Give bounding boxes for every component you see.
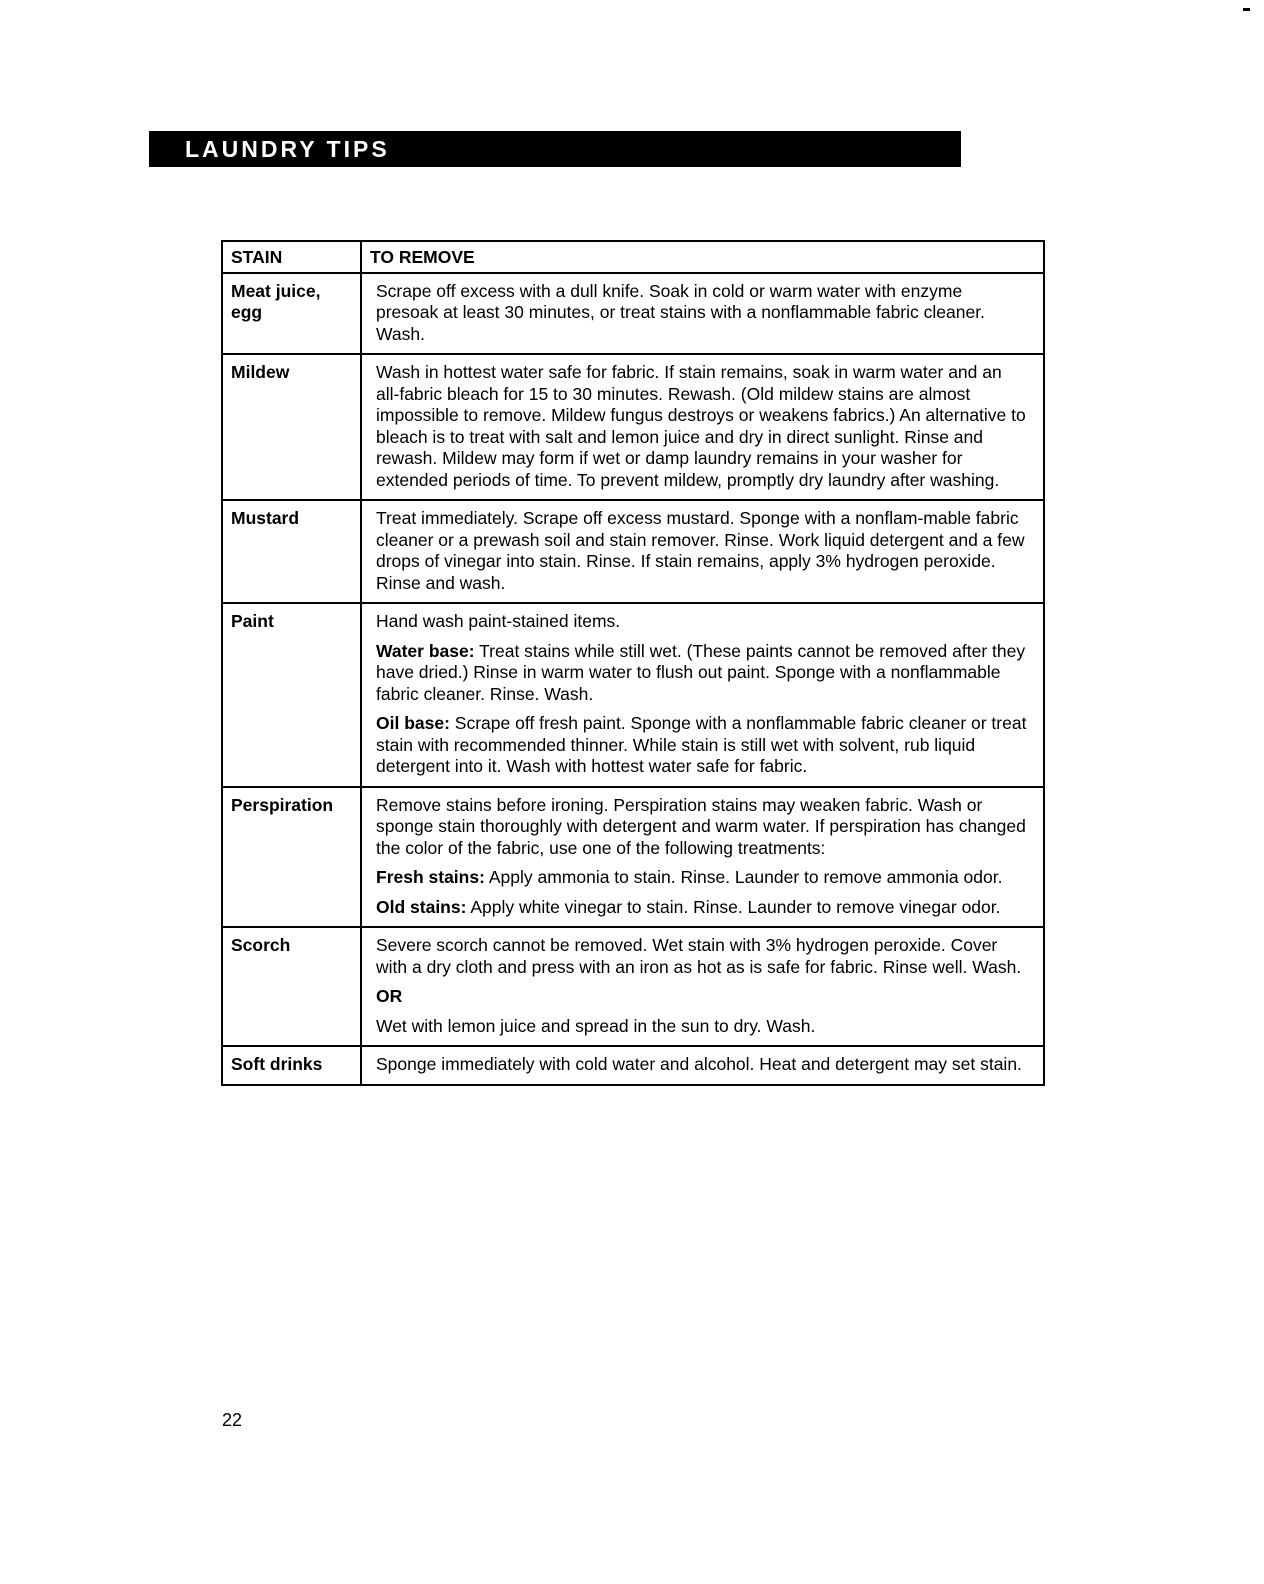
instruction-text: Apply white vinegar to stain. Rinse. Launder to remove vinegar odor. [466,896,1001,917]
instruction-text: Scrape off fresh paint. Sponge with a nonflammable fabric cleaner or treat stain with recommended thinner. While stain is still wet with solvent, rub liquid detergent into it. Wash with hottest water safe for fabric. [376,713,1027,776]
table-row [222,927,1044,1046]
instruction-paragraph [376,508,1029,594]
stain-name-cell: Perspiration [222,787,361,928]
stain-name-cell: Soft drinks [222,1046,361,1085]
table-row [222,354,1044,500]
stain-name-cell: Paint [222,603,361,787]
instruction-text: Scrape off excess with a dull knife. Soak in cold or warm water with enzyme presoak at least 30 minutes, or treat stains with a nonflammable fabric cleaner. Wash. [376,280,985,344]
column-header-to-remove: TO REMOVE [361,241,1044,273]
instruction-paragraph [376,935,1029,978]
instruction-paragraph [376,713,1029,778]
section-title: LAUNDRY TIPS [185,136,390,162]
remove-instructions-cell [361,603,1044,787]
scan-edge-mark [1243,8,1250,11]
remove-instructions-cell [361,354,1044,500]
stain-name-cell: Mustard [222,500,361,603]
stain-name-cell: Mildew [222,354,361,500]
remove-instructions-cell [361,1046,1044,1085]
instruction-paragraph [376,362,1029,491]
instruction-text: Remove stains before ironing. Perspiration stains may weaken fabric. Wash or sponge stain thoroughly with detergent and warm water. If perspiration has changed the color of the fabric, use one of the following treatments: [376,794,1026,858]
instruction-label: Old stains: [376,896,467,917]
instruction-label: Water base: [376,640,475,661]
section-header-bar [149,131,961,167]
stain-name-cell: Scorch [222,927,361,1046]
instruction-text: Severe scorch cannot be removed. Wet stain with 3% hydrogen peroxide. Cover with a dry cloth and press with an iron as hot as is safe for fabric. Rinse well. Wash. [376,935,1022,977]
instruction-paragraph [376,867,1029,889]
remove-instructions-cell [361,927,1044,1046]
instruction-text: Wet with lemon juice and spread in the sun to dry. Wash. [376,1015,816,1036]
instruction-paragraph [376,1016,1029,1038]
remove-instructions-cell [361,787,1044,928]
instruction-text: Wash in hottest water safe for fabric. If stain remains, soak in warm water and an all-fabric bleach for 15 to 30 minutes. Rewash. (Old mildew stains are almost impossible to remove. Mildew fungus destroys or weakens fabrics.) An alternative to bleach is to treat with salt and lemon juice and dry in direct sunlight. Rinse and rewash. Mildew may form if wet or damp laundry remains in your washer for extended periods of time. To prevent mildew, promptly dry laundry after washing. [376,362,1026,490]
instruction-paragraph [376,897,1029,919]
instruction-paragraph [376,1054,1029,1076]
remove-instructions-cell [361,500,1044,603]
instruction-paragraph [376,795,1029,860]
table-row [222,603,1044,787]
instruction-text: Apply ammonia to stain. Rinse. Launder to remove ammonia odor. [484,867,1003,887]
instruction-paragraph [376,611,1029,633]
instruction-text: Hand wash paint-stained items. [376,611,621,631]
table-row [222,273,1044,355]
instruction-text: Sponge immediately with cold water and alcohol. Heat and detergent may set stain. [376,1054,1022,1074]
table-header-row [222,241,1044,273]
table-row [222,500,1044,603]
or-separator: OR [376,986,403,1006]
table-row [222,787,1044,928]
instruction-paragraph [376,281,1029,346]
instruction-text: Treat immediately. Scrape off excess mustard. Sponge with a nonflam-mable fabric cleaner or a prewash soil and stain remover. Rinse. Work liquid detergent and a few drops of vinegar into stain. Rinse. If stain remains, apply 3% hydrogen peroxide. Rinse and wash. [376,508,1025,593]
instruction-paragraph [376,641,1029,706]
instruction-text: Treat stains while still wet. (These paints cannot be removed after they have dried.) Rinse in warm water to flush out paint. Sponge with a nonflammable fabric cleaner. Rinse. Wash. [376,640,1026,704]
table-row [222,1046,1044,1085]
stain-name-cell: Meat juice, egg [222,273,361,355]
page-number: 22 [222,1410,243,1430]
stain-removal-table [221,240,1045,1086]
remove-instructions-cell [361,273,1044,355]
instruction-label: Oil base: [376,713,450,733]
column-header-stain: STAIN [222,241,361,273]
instruction-label: Fresh stains: [376,867,485,887]
